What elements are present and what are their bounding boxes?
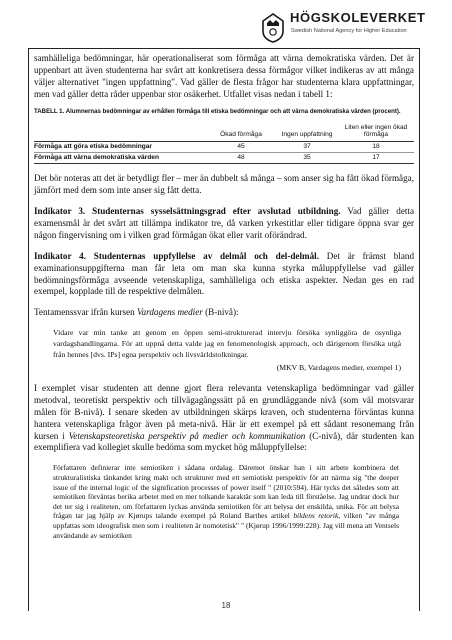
quote-2-article-title: bildens retorik [293, 511, 339, 521]
table-header-cell: Liten eller ingen ökad förmåga [344, 123, 408, 139]
table-row [34, 153, 414, 164]
data-table [34, 124, 414, 165]
quote-2-text [53, 463, 399, 540]
content-frame [28, 48, 420, 611]
block-quote-1 [34, 328, 401, 374]
quote-1-source: (MKV B, Vardagens medier, exempel 1) [276, 363, 401, 372]
example-analysis-text: I exemplet visar studenten att denne gjort flera relevanta vetenskapliga bedömningar vad gäller metodval, teoretiskt perspektiv och tillvägagångssätt på en grundläggande nivå (som väl motsvarar målen för B-nivå). I senare skeden av utbildningen skärps kraven, och studenterna förväntas kunna hantera vetenskapliga frågor även på meta-nivå. Här är ett exempel på ett sådant resonemang från kursen i [34, 382, 414, 441]
exam-intro-level: (B-nivå): [202, 307, 239, 318]
indicator-3-heading: Indikator 3. Studenternas sysselsättningsgrad efter avslutad utbildning. [34, 206, 341, 217]
page-header [0, 6, 452, 46]
table-cell: 45 [237, 142, 245, 150]
table-row [34, 141, 414, 152]
logo-name: HÖGSKOLEVERKET [290, 10, 426, 25]
table-header-row [34, 124, 414, 142]
crown-emblem-icon [260, 11, 286, 43]
table-cell: 18 [372, 142, 380, 150]
paragraph-example-analysis [34, 383, 414, 454]
paragraph-intro: samhälleliga bedömningar, här operationaliserat som förmåga att värna demokratiska värden. Det är uppenbart att även studenterna har svårt att konkretisera dessa förmågor vilket indikeras av att många väljer alternativet "ingen uppfattning". Vad gäller de flesta frågor har studenterna klara uppfattningar, men vad gäller detta råder uppenbar stor osäkerhet. Utfallet visas nedan i tabell 1: [34, 53, 414, 99]
table-cell: 37 [303, 142, 311, 150]
paragraph-indicator-3 [34, 206, 414, 242]
indicator-4-heading: Indikator 4. Studenternas uppfyllelse av delmål och del-delmål. [34, 250, 320, 261]
exam-intro-text: Tentamenssvar ifrån kursen [34, 307, 137, 318]
table-cell: 17 [372, 154, 380, 162]
example-analysis-text-2: (C-nivå), där studenten kan exemplifiera vad kollegiet skulle bedöma som mycket hög måluppfyllelse: [34, 430, 415, 453]
logo-subtitle: Swedish National Agency for Higher Education [291, 28, 407, 34]
paragraph-indicator-4 [34, 251, 414, 299]
table-cell: Förmåga att göra etiska bedömningar [34, 142, 152, 150]
course-title-2: Vetenskapsteoretiska perspektiv på medier och kommunikation [68, 430, 306, 441]
table-header-cell: Ingen uppfattning [281, 131, 333, 139]
paragraph-exam-intro [34, 307, 414, 319]
table-cell: Förmåga att värna demokratiska värden [34, 154, 159, 162]
table-cell: 35 [303, 154, 311, 162]
table-cell: 48 [237, 154, 245, 162]
course-title: Vardagens medier [137, 307, 203, 318]
page-number: 18 [221, 601, 231, 610]
table-header-cell [34, 124, 206, 142]
quote-2-part-b: , vilken "av många uppfattas som ideografisk men som i realiteten är nomotetisk" " (Kjørup 1996/1999:228). Jag vill mena att Ventsels användande av semiotiken [53, 511, 399, 540]
indicator-4-text: Det är främst bland examinationsuppgifterna man får leta om man ska kunna styrka måluppfyllelse vad gäller bedömningsförmåga avseende vetenskapliga, samhälleliga och etiska aspekter. Nedan ges en rad exempel, kopplade till de respektive delmålen. [34, 250, 415, 297]
paragraph-note: Det bör noteras att det är betydligt fler – mer än dubbelt så många – som anser sig ha fått ökad förmåga, jämfört med dem som inte anser sig fått detta. [34, 173, 414, 196]
quote-1-text: Vidare var min tanke att genom en öppen semi-strukturerad intervju försöka synliggöra de osynliga vardagshandlingarna. För att uppnå detta valde jag en fenomenologisk approach, och därigenom försöka utgå från hennes [dvs. IPs] egna perspektiv och livsvärldstolkningar. [53, 328, 401, 360]
table-caption: TABELL 1. Alumnernas bedömningar av erhållen förmåga till etiska bedömningar och att värna demokratiska värden (procent). [34, 107, 401, 115]
document-body [34, 53, 414, 540]
table-header-cell: Ökad förmåga [220, 131, 262, 139]
indicator-3-text: Vad gäller detta examensmål är det svårt att tillämpa indikator tre, då varken yrkestitlar eller tidigare öppna svar ger någon fingervisning om i vilken grad förmågan ökat eller varit oförändrad. [34, 206, 414, 240]
quote-2-part-a: Författaren definierar inte semiotiken i sådana ordalag. Däremot önskar han i sitt arbete kombinera det strukturalistiska tänkandet kring makt och strukturer med ett semiotiskt perspektiv för att närma sig "the deeper issue of the internal logic of the signification processes of power itself " (2010:594). Här tycks det således som att semiotiken förväntas berika arbetet med en mer tolkande karaktär som kan leda till förståelse. Jag undrar dock hur det ter sig i realiteten, om författaren lyckas använda semiotiken för att belysa det enskilda, unika. För att belysa frågan tar jag hjälp av Kjørups talande exempel på Roland Barthes artikel [53, 463, 399, 521]
block-quote-2 [34, 463, 399, 540]
hogskoleverket-logo [260, 9, 430, 45]
